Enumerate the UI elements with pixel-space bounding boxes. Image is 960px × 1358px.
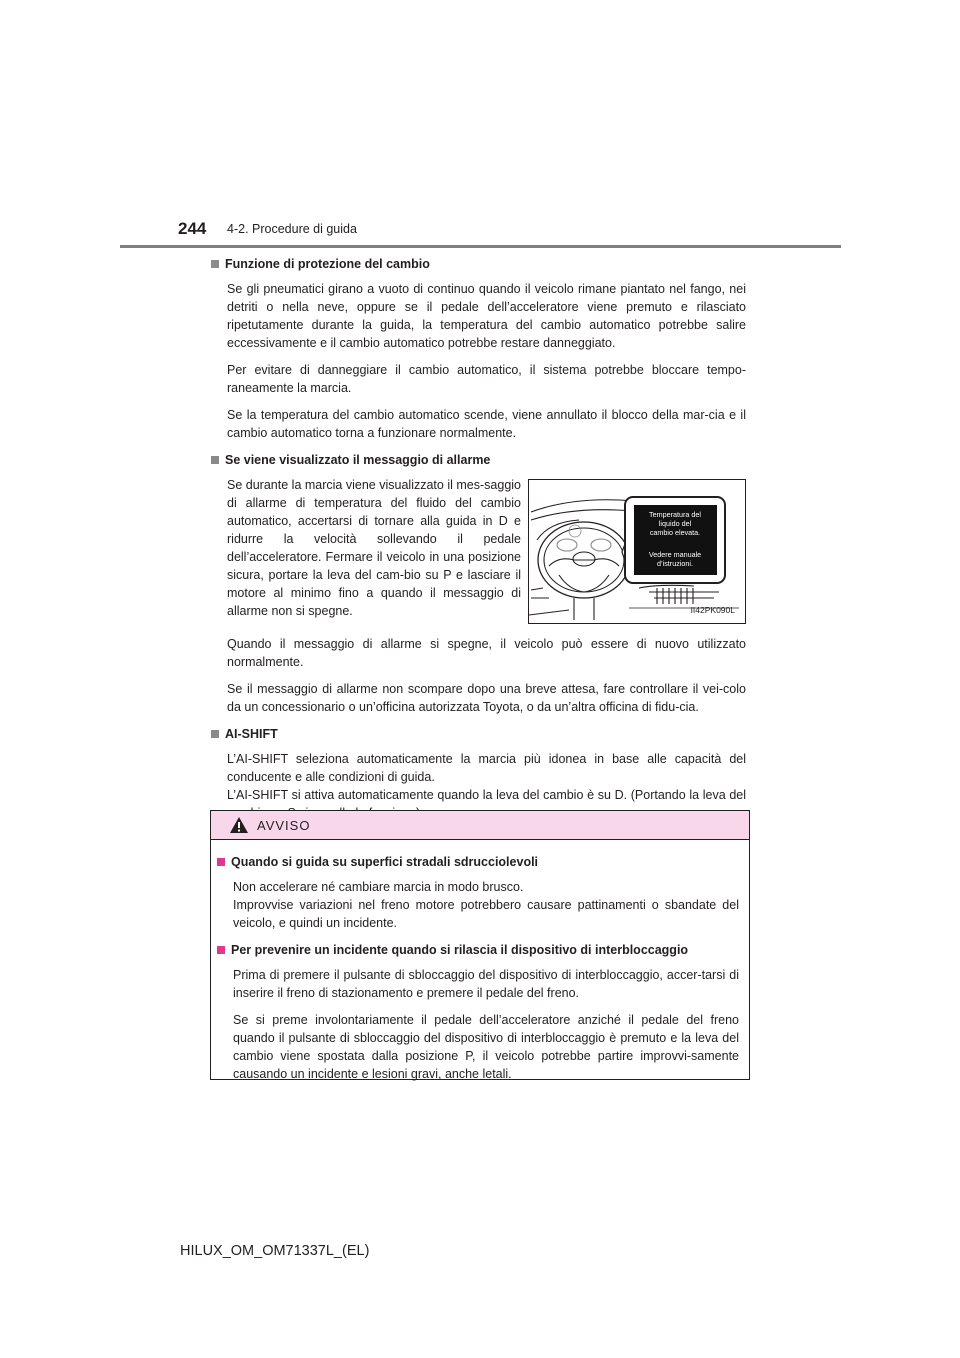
paragraph: Se durante la marcia viene visualizzato il mes-saggio di allarme di temperatura del fluido del cambio automatico, accertarsi di tornare alla guida in D e ridurre la velocità sollevando il pedale dell’acceleratore. Fermare il veicolo in una posizione sicura, portare la leva del cam-bio su P e lasciare il motore al minimo fino a quando il messaggio di allarme non si spegne.: [227, 478, 521, 618]
square-bullet-icon: [211, 260, 219, 268]
paragraph: Quando il messaggio di allarme si spegne, il veicolo può essere di nuovo utilizzato normalmente.: [227, 637, 746, 669]
display-text-line: d’istruzioni.: [657, 559, 693, 568]
warning-notice-box: [210, 810, 750, 1080]
square-bullet-icon: [217, 946, 225, 954]
display-text-line: liquido del: [658, 519, 692, 528]
square-bullet-icon: [217, 858, 225, 866]
display-text-line: cambio elevata.: [649, 528, 701, 537]
warning-triangle-icon: [229, 816, 249, 834]
paragraph: Se la temperatura del cambio automatico scende, viene annullato il blocco della mar-cia e il cambio automatico torna a funzionare normalmente.: [227, 408, 746, 440]
page-number: 244: [178, 219, 207, 238]
square-bullet-icon: [211, 730, 219, 738]
paragraph: Se il messaggio di allarme non scompare dopo una breve attesa, fare controllare il vei-colo da un concessionario o un’officina autorizzata Toyota, o da un’altra officina di fidu-cia.: [227, 682, 746, 714]
header-divider: [120, 245, 841, 248]
paragraph: Non accelerare né cambiare marcia in modo brusco.: [233, 880, 524, 894]
section-title: 4-2. Procedure di guida: [227, 222, 357, 236]
notice-heading: Per prevenire un incidente quando si rilascia il dispositivo di interbloccaggio: [217, 941, 739, 959]
notice-label: AVVISO: [257, 817, 311, 833]
section-heading: Funzione di protezione del cambio: [211, 255, 746, 273]
notice-body: [211, 840, 749, 1083]
paragraph: Se gli pneumatici girano a vuoto di continuo quando il veicolo rimane piantato nel fango, nei detriti o nella neve, oppure se il pedale dell’acceleratore viene premuto e rilasciato ripetutamente durante la guida, la temperatura del cambio automatico potrebbe salire eccessivamente e il cambio automatico potrebbe restare danneggiato.: [227, 282, 746, 350]
main-content: [211, 255, 746, 822]
figure-code: II42PK090L: [690, 605, 735, 615]
section-heading: AI-SHIFT: [211, 725, 746, 743]
section-heading: Se viene visualizzato il messaggio di allarme: [211, 451, 746, 469]
paragraph: Prima di premere il pulsante di sbloccaggio del dispositivo di interbloccaggio, accer-tarsi di inserire il freno di stazionamento e premere il pedale del freno.: [233, 968, 739, 1000]
paragraph: L’AI-SHIFT si attiva automaticamente quando la leva del cambio è su D. (Portando la leva del: [227, 788, 746, 802]
notice-heading: Quando si guida su superfici stradali sdrucciolevoli: [217, 853, 739, 871]
square-bullet-icon: [211, 456, 219, 464]
display-text-line: Temperatura del: [649, 510, 701, 519]
paragraph: Per evitare di danneggiare il cambio automatico, il sistema potrebbe bloccare tempo-raneamente la marcia.: [227, 363, 746, 395]
paragraph: Se si preme involontariamente il pedale dell’acceleratore anziché il pedale del freno quando il pulsante di sbloccaggio del dispositivo di interbloccaggio è premuto e la leva del cambio viene spostata dalla posizione P, il veicolo potrebbe partire improvvi-samente causando un incidente e lesioni gravi, anche letali.: [233, 1013, 739, 1081]
paragraph: Improvvise variazioni nel freno motore potrebbero causare pattinamenti o sbandate del veicolo, e quindi un incidente.: [233, 898, 739, 930]
document-code: HILUX_OM_OM71337L_(EL): [180, 1243, 370, 1259]
display-text-line: Vedere manuale: [648, 550, 702, 559]
dashboard-illustration: [528, 479, 746, 624]
paragraph: L’AI-SHIFT seleziona automaticamente la marcia più idonea in base alle capacità del conducente e alle condizioni di guida.: [227, 752, 746, 784]
warning-message-block: [211, 476, 746, 628]
notice-header: [211, 811, 749, 840]
